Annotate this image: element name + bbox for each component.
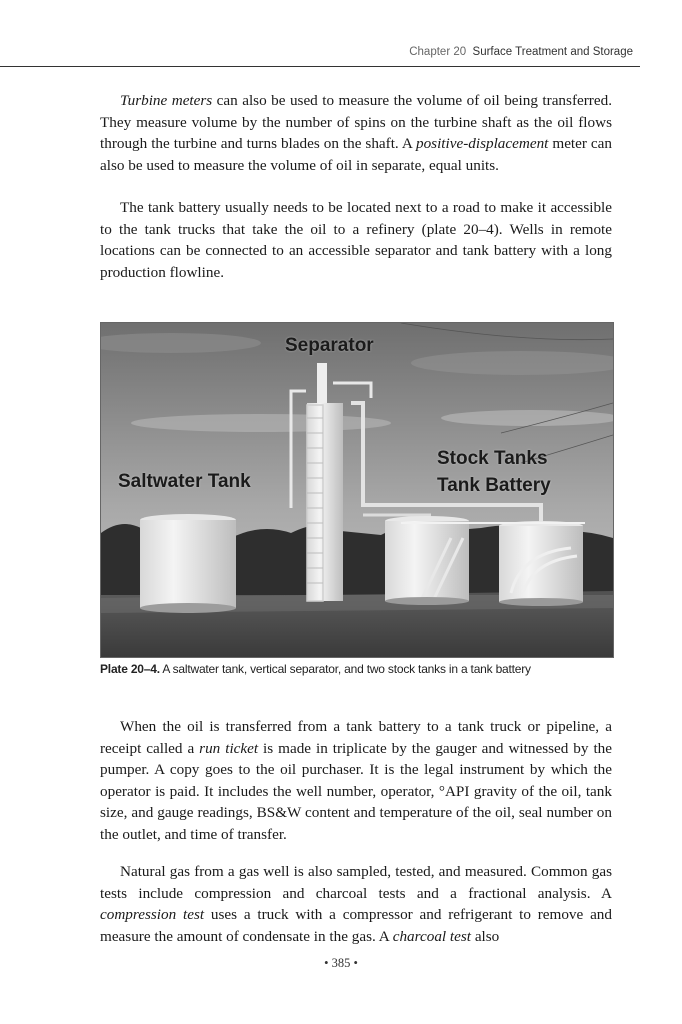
running-header — [0, 46, 633, 58]
paragraph-natural-gas — [100, 861, 612, 947]
term-compression-test: compression test — [100, 906, 205, 923]
paragraph-text: When the oil is transferred from a tank battery to a tank truck or pipeline, a receipt called a — [100, 718, 612, 757]
paragraph-text: meter can also be used to measure the volume of oil in separate, equal units. — [100, 135, 612, 174]
term-turbine-meters: Turbine meters — [120, 92, 213, 109]
caption-text: A saltwater tank, vertical separator, and two stock tanks in a tank battery — [159, 662, 531, 676]
chapter-title: Surface Treatment and Storage — [472, 46, 633, 58]
plate-caption — [100, 662, 640, 676]
paragraph-run-ticket — [100, 716, 612, 845]
page-number: • 385 • — [324, 956, 358, 970]
paragraph-text: uses a truck with a compressor and refrigerant to remove and measure the amount of condensate in the gas. A — [100, 906, 612, 945]
plate-number: Plate 20–4. — [100, 662, 160, 676]
paragraph-text: also — [471, 927, 500, 945]
term-charcoal-test: charcoal test — [392, 927, 472, 945]
term-run-ticket: run ticket — [199, 739, 259, 757]
paragraph-text: The tank battery usually needs to be located next to a road to make it accessible to the tank trucks that take the oil to a refinery (plate 20–4). Wells in remote locations can be connected to an accessible separator and tank battery with a long production flowline. — [100, 199, 612, 281]
paragraph-text: can also be used to measure the volume of oil being transferred. They measure volume by the number of spins on the turbine shaft as the oil flows through the turbine and turns blades on the shaft. A — [100, 92, 612, 152]
label-saltwater-tank: Saltwater Tank — [118, 471, 251, 492]
paragraph-text: is made in triplicate by the gauger and witnessed by the pumper. A copy goes to the oil purchaser. It is the legal instrument by which the operator is paid. It includes the well number, operator, °API gravity of the oil, tank size, and gauge readings, BS&W content and temperature of the oil, seal number on the outlet, and time of transfer. — [100, 739, 613, 843]
label-tank-battery: Tank Battery — [437, 475, 551, 496]
plate-photo — [100, 322, 614, 658]
paragraph-text: Natural gas from a gas well is also sampled, tested, and measured. Common gas tests include compression and charcoal tests and a fractional analysis. A — [100, 863, 612, 902]
paragraph-tank-battery — [100, 197, 612, 283]
chapter-number: Chapter 20 — [409, 46, 467, 58]
header-rule — [0, 66, 640, 67]
label-separator: Separator — [285, 335, 374, 356]
paragraph-turbine-meters — [100, 90, 612, 176]
label-stock-tanks: Stock Tanks — [437, 448, 548, 469]
term-positive-displacement: positive-displacement — [415, 135, 549, 152]
